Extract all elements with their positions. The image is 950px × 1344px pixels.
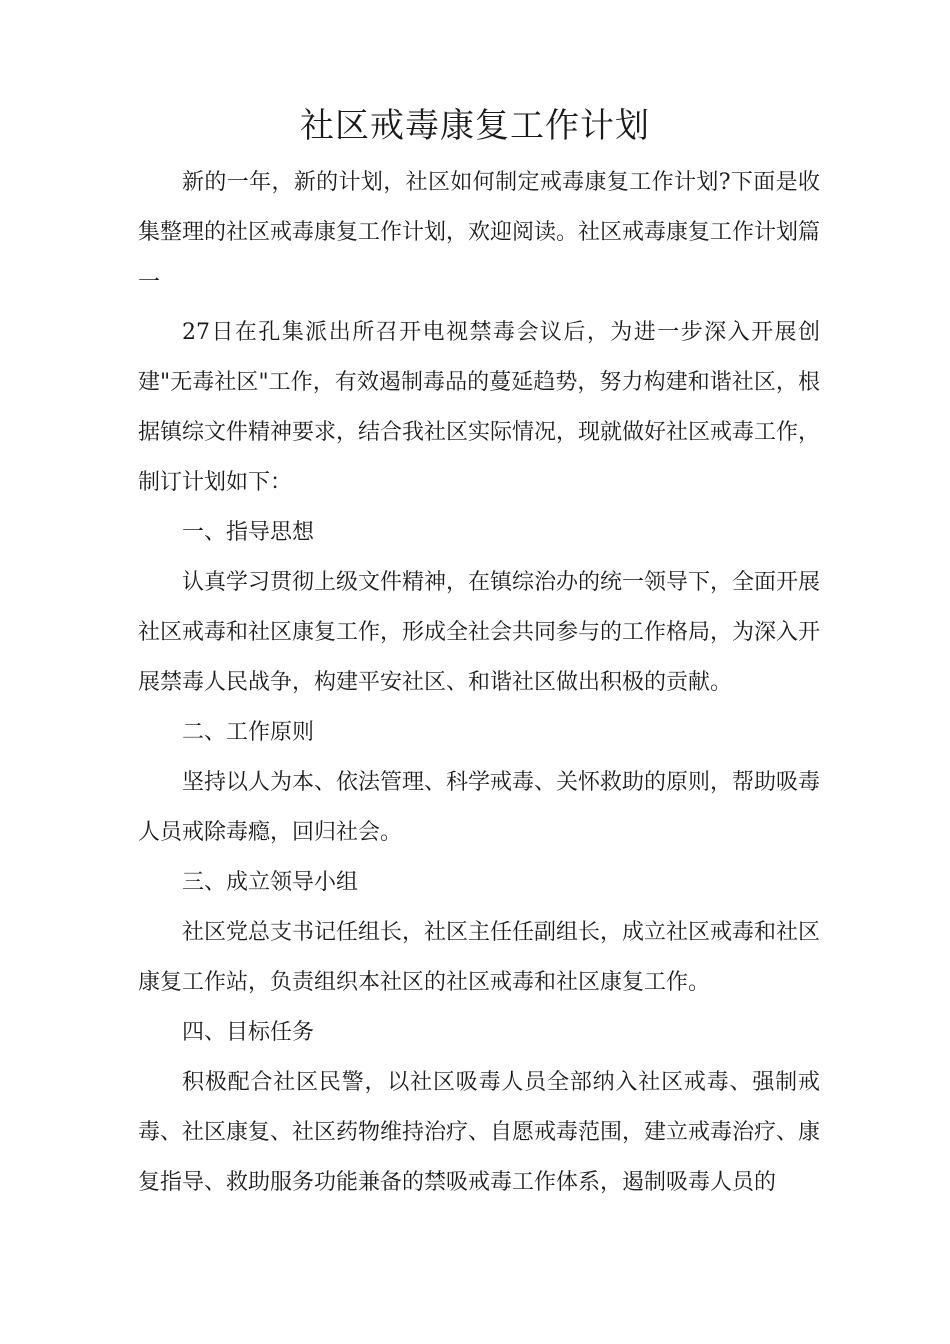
paragraph-leadership-group: 社区党总支书记任组长，社区主任任副组长，成立社区戒毒和社区康复工作站，负责组织本社区的社区戒毒和社区康复工作。 [138, 920, 821, 995]
section-heading-goals-tasks: 四、目标任务 [182, 1020, 315, 1045]
section-heading-work-principles: 二、工作原则 [182, 720, 315, 745]
paragraph-intro: 新的一年，新的计划，社区如何制定戒毒康复工作计划?下面是收集整理的社区戒毒康复工作计划，欢迎阅读。社区戒毒康复工作计划篇一 [138, 170, 821, 295]
section-heading-leadership-group: 三、成立领导小组 [182, 870, 359, 895]
paragraph-work-principles: 坚持以人为本、依法管理、科学戒毒、关怀救助的原则，帮助吸毒人员戒除毒瘾，回归社会。 [138, 770, 821, 845]
paragraph-background: 27日在孔集派出所召开电视禁毒会议后，为进一步深入开展创建"无毒社区"工作，有效遏制毒品的蔓延趋势，努力构建和谐社区，根据镇综文件精神要求，结合我社区实际情况，现就做好社区戒毒工作，制订计划如下： [138, 320, 821, 495]
document-body [138, 158, 820, 1208]
section-heading-guiding-ideology: 一、指导思想 [182, 520, 315, 545]
paragraph-goals-tasks: 积极配合社区民警，以社区吸毒人员全部纳入社区戒毒、强制戒毒、社区康复、社区药物维持治疗、自愿戒毒范围，建立戒毒治疗、康复指导、救助服务功能兼备的禁吸戒毒工作体系，遏制吸毒人员的 [138, 1070, 821, 1195]
paragraph-guiding-ideology: 认真学习贯彻上级文件精神，在镇综治办的统一领导下，全面开展社区戒毒和社区康复工作，形成全社会共同参与的工作格局，为深入开展禁毒人民战争，构建平安社区、和谐社区做出积极的贡献。 [138, 570, 821, 695]
document-title: 社区戒毒康复工作计划 [300, 106, 650, 146]
